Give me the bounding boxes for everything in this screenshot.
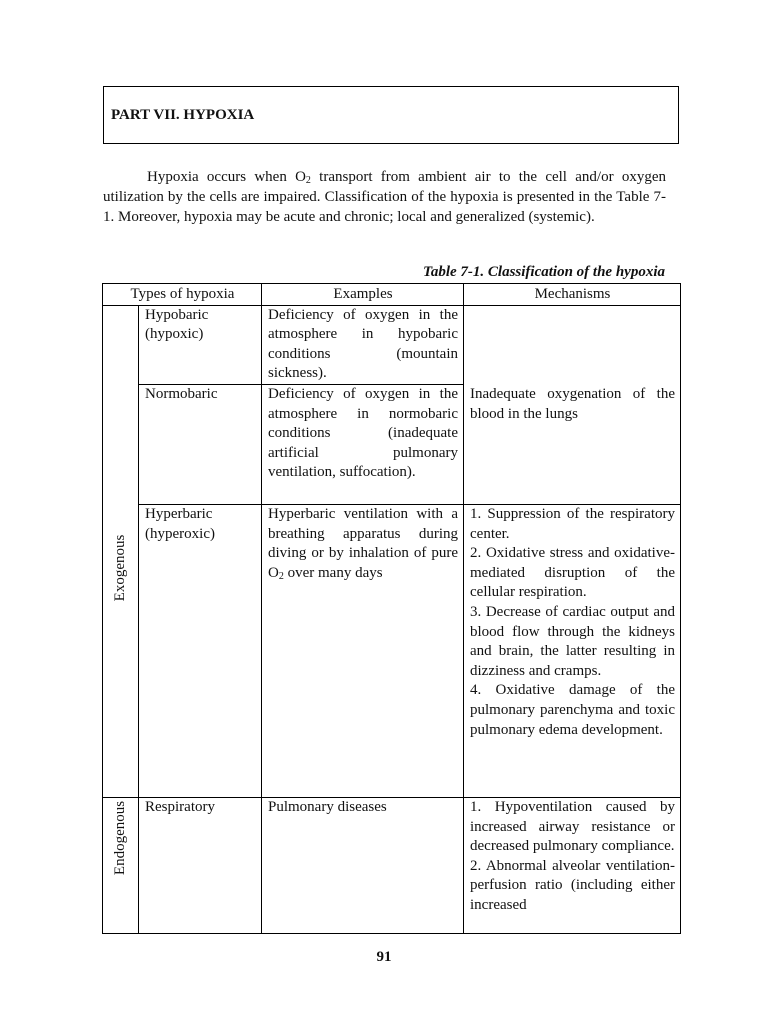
mechanisms-hyperbaric [464,504,681,797]
group-label-exogenous: Exogenous [111,534,128,601]
group-label-endogenous: Endogenous [111,800,128,876]
section-heading-box [103,86,679,144]
mechanism-item: 3. Decrease of cardiac output and blood flow through the kidneys and brain, the latter resulting in dizziness and cramps. [470,603,675,679]
example-hyperbaric-part1: Hyperbaric ventilation with a breathing apparatus during diving or by inhalation of pure O [268,505,458,581]
type-hyperbaric: Hyperbaric (hyperoxic) [139,504,262,797]
mechanism-item: 2. Oxidative stress and oxidative-mediated disruption of the cellular respiration. [470,545,675,601]
group-cell-endogenous [103,797,139,933]
example-hyperbaric [262,504,464,797]
table-row-hypobaric [103,305,681,384]
example-respiratory: Pulmonary diseases [262,797,464,933]
example-normobaric: Deficiency of oxygen in the atmosphere in normobaric conditions (inadequate artificial pulmonary ventilation, suffocation). [262,384,464,504]
intro-paragraph [103,167,666,227]
page-number: 91 [376,949,392,965]
mechanism-item: 4. Oxidative damage of the pulmonary parenchyma and toxic pulmonary edema development. [470,682,675,738]
mechanism-item: 1. Hypoventilation caused by increased airway resistance or decreased pulmonary compliance. [470,798,675,855]
table-row-hyperbaric [103,504,681,797]
mechanism-inadequate-oxygenation: Inadequate oxygenation of the blood in the lungs [464,305,681,504]
example-hyperbaric-subscript: 2 [278,570,284,582]
mechanism-item: 2. Abnormal alveolar ventilation-perfusion ratio (including either increased [470,857,675,913]
type-normobaric: Normobaric [139,384,262,504]
intro-subscript: 2 [305,175,311,186]
table-caption: Table 7-1. Classification of the hypoxia [423,264,665,280]
header-types: Types of hypoxia [103,284,262,306]
hypoxia-classification-table [102,283,681,934]
mechanisms-respiratory [464,797,681,933]
table-row-respiratory [103,797,681,933]
intro-text-part1: Hypoxia occurs when O [147,169,306,185]
group-cell-exogenous [103,305,139,797]
intro-text-part2: transport from ambient air to the cell and/or oxygen utilization by the cells are impaired. Classification of the hypoxia is presented in the Table 7-1. Moreover, hypoxia may be acute and chronic; local and generalized (systemic). [103,169,666,225]
section-heading: PART VII. HYPOXIA [111,107,255,123]
type-respiratory: Respiratory [139,797,262,933]
table-header-row [103,284,681,306]
example-hyperbaric-part2: over many days [283,564,383,581]
header-mechanisms: Mechanisms [464,284,681,306]
header-examples: Examples [262,284,464,306]
example-hypobaric: Deficiency of oxygen in the atmosphere in hypobaric conditions (mountain sickness). [262,305,464,384]
type-hypobaric: Hypobaric (hypoxic) [139,305,262,384]
mechanism-item: 1. Suppression of the respiratory center. [470,505,675,542]
